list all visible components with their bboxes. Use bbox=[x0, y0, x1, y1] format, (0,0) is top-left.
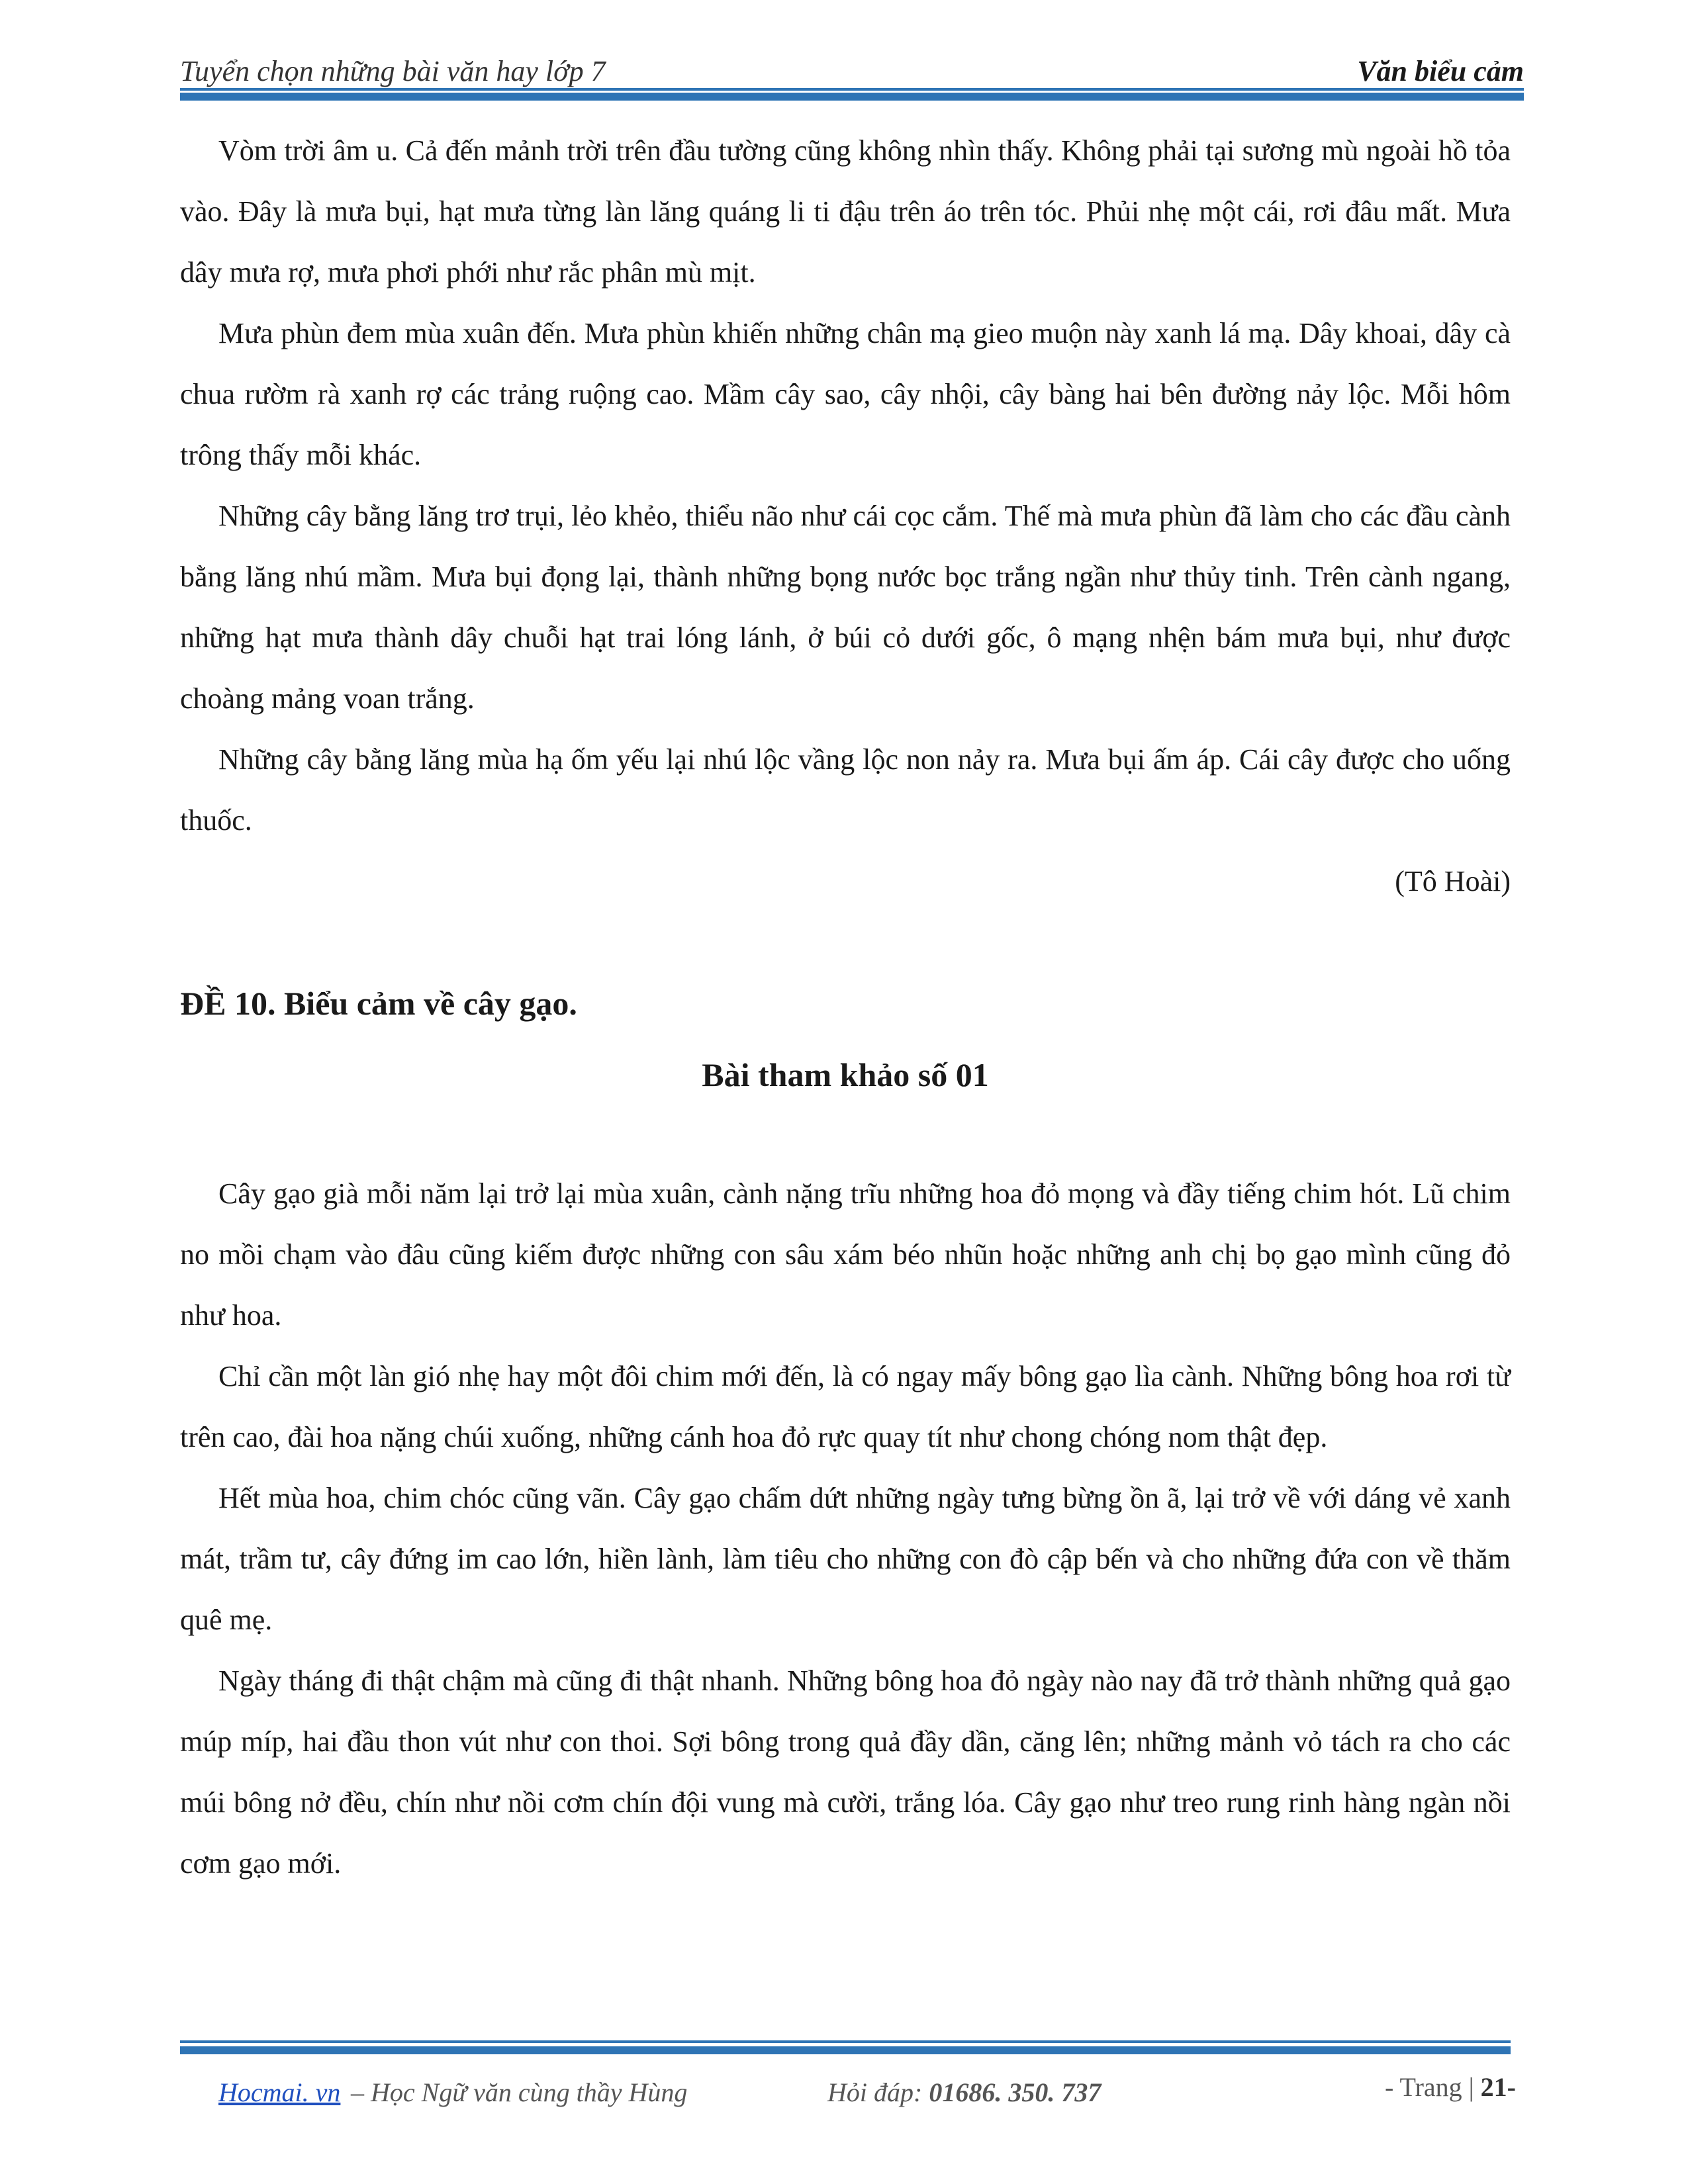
page-footer bbox=[218, 2072, 1516, 2123]
footer-contact-label: Hỏi đáp: bbox=[827, 2077, 929, 2107]
footer-page-label: - Trang | bbox=[1384, 2072, 1481, 2102]
author-credit: (Tô Hoài) bbox=[1395, 865, 1511, 897]
header-rule-thin bbox=[180, 88, 1524, 91]
footer-rule-thick bbox=[180, 2046, 1511, 2054]
footer-page-suffix: - bbox=[1507, 2072, 1516, 2102]
footer-contact bbox=[827, 2077, 1101, 2108]
footer-site-description: – Học Ngữ văn cùng thầy Hùng bbox=[351, 2077, 688, 2107]
footer-rule-thin bbox=[180, 2040, 1511, 2043]
paragraph: Hết mùa hoa, chim chóc cũng vãn. Cây gạo chấm dứt những ngày tưng bừng ồn ã, lại trở về với dáng vẻ xanh mát, trầm tư, cây đứng im cao lớn, hiền lành, làm tiêu cho những con đò cập bến và cho những đứa con về thăm quê mẹ. bbox=[180, 1482, 1511, 1636]
header-book-title: Tuyển chọn những bài văn hay lớp 7 bbox=[180, 55, 606, 87]
header-section-title: Văn biểu cảm bbox=[1357, 55, 1524, 87]
paragraph: Những cây bằng lăng mùa hạ ốm yếu lại nhú lộc vầng lộc non nảy ra. Mưa bụi ấm áp. Cái cây được cho uống thuốc. bbox=[180, 743, 1511, 837]
essay-subtitle: Bài tham khảo số 01 bbox=[702, 1056, 989, 1093]
footer-phone: 01686. 350. 737 bbox=[929, 2077, 1102, 2107]
paragraph: Chỉ cần một làn gió nhẹ hay một đôi chim mới đến, là có ngay mấy bông gạo lìa cành. Những bông hoa rơi từ trên cao, đài hoa nặng chúi xuống, những cánh hoa đỏ rực quay tít như chong chóng nom thật đẹp. bbox=[180, 1360, 1511, 1453]
paragraph: Ngày tháng đi thật chậm mà cũng đi thật nhanh. Những bông hoa đỏ ngày nào nay đã trở thành những quả gạo múp míp, hai đầu thon vút như con thoi. Sợi bông trong quả đầy dần, căng lên; những mảnh vỏ tách ra cho các múi bông nở đều, chín như nồi cơm chín đội vung mà cười, trắng lóa. Cây gạo như treo rung rinh hàng ngàn nồi cơm gạo mới. bbox=[180, 1664, 1511, 1880]
footer-page-num: 21 bbox=[1480, 2072, 1507, 2102]
spacer bbox=[180, 1108, 1511, 1163]
paragraph: Cây gạo già mỗi năm lại trở lại mùa xuân, cành nặng trĩu những hoa đỏ mọng và đầy tiếng chim hót. Lũ chim no mồi chạm vào đâu cũng kiếm được những con sâu xám béo nhũn hoặc những anh chị bọ gạo mình cũng đỏ như hoa. bbox=[180, 1177, 1511, 1332]
page-content bbox=[180, 120, 1511, 1894]
paragraph: Những cây bằng lăng trơ trụi, lẻo khẻo, thiểu não như cái cọc cắm. Thế mà mưa phùn đã làm cho các đầu cành bằng lăng nhú mầm. Mưa bụi đọng lại, thành những bọng nước bọc trắng ngần như thủy tinh. Trên cành ngang, những hạt mưa thành dây chuỗi hạt trai lóng lánh, ở búi cỏ dưới gốc, ô mạng nhện bám mưa bụi, như được choàng mảng voan trắng. bbox=[180, 500, 1511, 715]
exercise-title: ĐỀ 10. Biểu cảm về cây gạo. bbox=[180, 985, 577, 1022]
footer-page-number bbox=[1385, 2071, 1516, 2103]
paragraph: Vòm trời âm u. Cả đến mảnh trời trên đầu tường cũng không nhìn thấy. Không phải tại sương mù ngoài hồ tỏa vào. Đây là mưa bụi, hạt mưa từng làn lăng quáng li ti đậu trên áo trên tóc. Phủi nhẹ một cái, rơi đâu mất. Mưa dây mưa rợ, mưa phơi phới như rắc phân mù mịt. bbox=[180, 134, 1511, 289]
header-rule-thick bbox=[180, 93, 1524, 101]
footer-site-link[interactable]: Hocmai. vn bbox=[218, 2077, 341, 2107]
paragraph: Mưa phùn đem mùa xuân đến. Mưa phùn khiến những chân mạ gieo muộn này xanh lá mạ. Dây khoai, dây cà chua rườm rà xanh rợ các trảng ruộng cao. Mầm cây sao, cây nhội, cây bàng hai bên đường nảy lộc. Mỗi hôm trông thấy mỗi khác. bbox=[180, 317, 1511, 471]
